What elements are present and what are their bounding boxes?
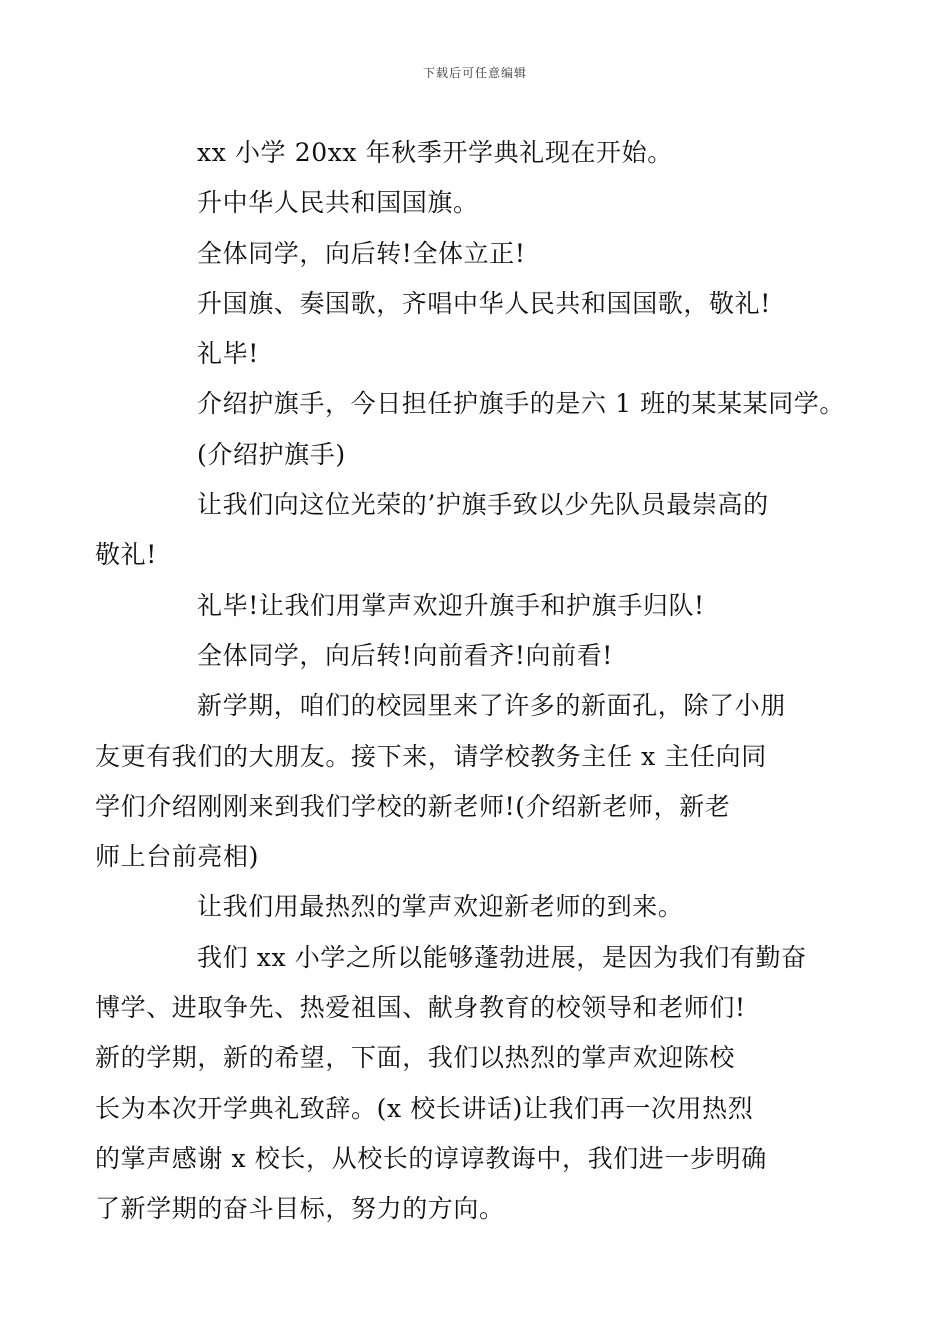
paragraph — [146, 379, 846, 429]
document-body — [95, 128, 846, 1235]
text-line: 新学期，咱们的校园里来了许多的新面孔，除了小朋 — [197, 691, 786, 721]
paragraph — [146, 229, 810, 279]
text-line: 长为本次开学典礼致辞。(x 校长讲话)让我们再一次用热烈 — [95, 1093, 754, 1123]
paragraph — [95, 933, 810, 1235]
text-line: 学们介绍刚刚来到我们学校的新老师!(介绍新老师，新老 — [95, 791, 731, 821]
text-line: xx 小学 20xx 年秋季开学典礼现在开始。 — [197, 138, 673, 167]
text-line: 友更有我们的大朋友。接下来，请学校教务主任 x 主任向同 — [95, 741, 767, 771]
text-line: 我们 xx 小学之所以能够蓬勃进展，是因为我们有勤奋 — [197, 942, 807, 972]
text-line: 敬礼! — [95, 540, 157, 570]
page-header: 下载后可任意编辑 — [422, 66, 527, 80]
text-line: 新的学期，新的希望，下面，我们以热烈的掌声欢迎陈校 — [95, 1043, 736, 1073]
text-line: (介绍护旗手) — [197, 439, 346, 469]
text-line: 礼毕!让我们用掌声欢迎升旗手和护旗手归队! — [197, 590, 705, 620]
paragraph — [146, 882, 810, 932]
text-line: 升中华人民共和国国旗。 — [197, 188, 479, 218]
text-line: 让我们用最热烈的掌声欢迎新老师的到来。 — [197, 892, 684, 922]
paragraph — [146, 631, 810, 681]
paragraph — [146, 329, 810, 379]
text-line: 了新学期的奋斗目标，努力的方向。 — [95, 1194, 505, 1224]
text-line: 全体同学，向后转!向前看齐!向前看! — [197, 640, 613, 670]
text-line: 让我们向这位光荣的’护旗手致以少先队员最崇高的 — [197, 490, 769, 520]
text-line: 博学、进取争先、热爱祖国、献身教育的校领导和老师们! — [95, 993, 746, 1023]
text-line: 全体同学，向后转!全体立正! — [197, 238, 526, 268]
text-line: 师上台前亮相) — [95, 842, 259, 872]
paragraph — [146, 178, 810, 228]
paragraph — [95, 480, 810, 581]
paragraph — [146, 128, 810, 178]
text-line: 升国旗、奏国歌，齐唱中华人民共和国国歌，敬礼! — [197, 288, 771, 318]
text-line: 介绍护旗手，今日担任护旗手的是六 1 班的某某某同学。 — [197, 389, 846, 419]
paragraph — [146, 430, 810, 480]
paragraph — [146, 279, 810, 329]
paragraph — [146, 581, 810, 631]
paragraph — [95, 681, 810, 882]
text-line: 礼毕! — [197, 339, 259, 369]
text-line: 的掌声感谢 x 校长，从校长的谆谆教诲中，我们进一步明确 — [95, 1143, 767, 1173]
